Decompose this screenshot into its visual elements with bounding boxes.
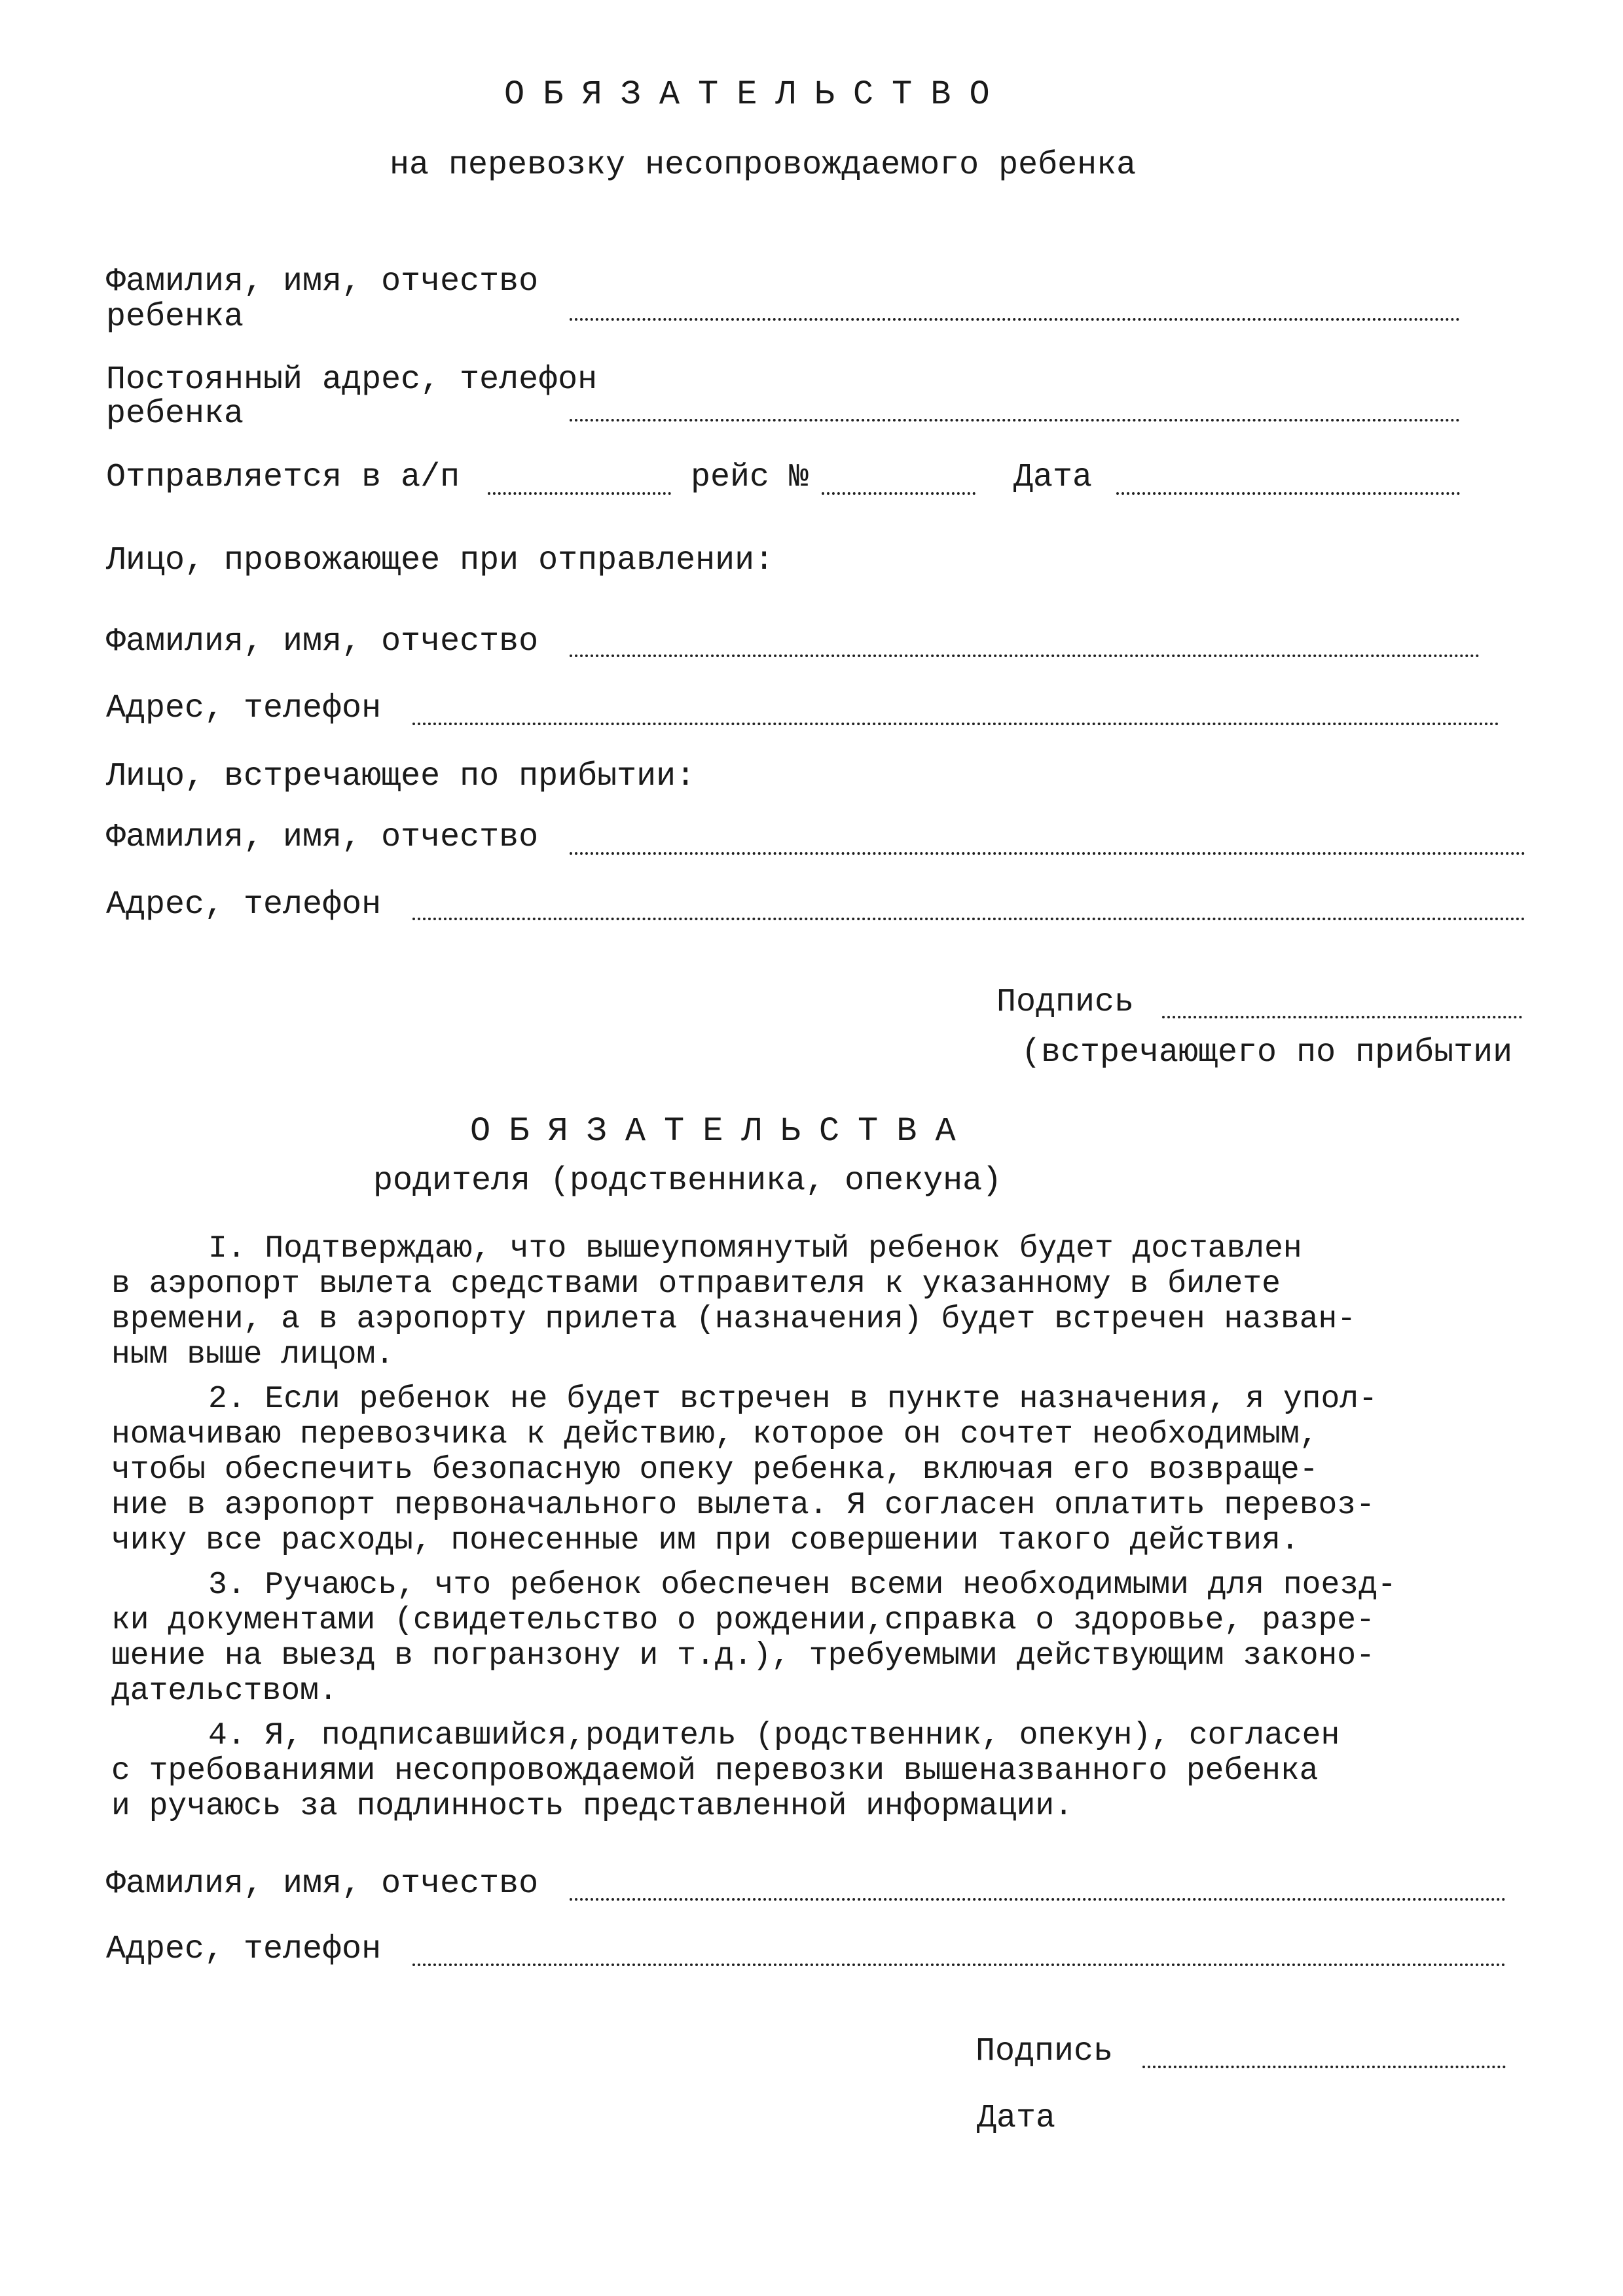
meeting-name-label: Фамилия, имя, отчество — [106, 819, 539, 856]
parent-signature-field[interactable] — [1142, 2066, 1506, 2068]
child-address-label: Постоянный адрес, телефон — [106, 361, 598, 399]
obligations-title: ОБЯЗАТЕЛЬСТВА — [470, 1112, 974, 1151]
seeing-off-address-label: Адрес, телефон — [106, 690, 382, 727]
child-address-label-2: ребенка — [106, 395, 244, 433]
obligations-subtitle: родителя (родственника, опекуна) — [373, 1162, 1002, 1200]
obligation-4-line-1: 4. Я, подписавшийся,родитель (родственник, опекун), согласен — [208, 1718, 1340, 1753]
obligation-2-line-3: чтобы обеспечить безопасную опеку ребенка, включая его возвраще- — [111, 1452, 1319, 1488]
meeting-address-label: Адрес, телефон — [106, 886, 382, 924]
parent-name-label: Фамилия, имя, отчество — [106, 1865, 539, 1903]
child-address-field[interactable] — [570, 419, 1460, 422]
meeting-signature-note: (встречающего по прибытии — [1021, 1034, 1513, 1071]
departs-label: Отправляется в а/п — [106, 459, 460, 496]
obligation-1-line-4: ным выше лицом. — [111, 1337, 395, 1372]
obligation-2-line-2: номачиваю перевозчика к действию, которое он сочтет необходимым, — [111, 1417, 1319, 1452]
meeting-address-field[interactable] — [412, 918, 1525, 920]
seeing-off-name-label: Фамилия, имя, отчество — [106, 623, 539, 660]
airport-field[interactable] — [488, 492, 671, 495]
flight-label: рейс № — [691, 459, 809, 496]
obligation-3-line-1: 3. Ручаюсь, что ребенок обеспечен всеми необходимыми для поезд- — [208, 1568, 1396, 1603]
child-name-label: Фамилия, имя, отчество — [106, 263, 539, 300]
obligation-2-line-1: 2. Если ребенок не будет встречен в пункте назначения, я упол- — [208, 1382, 1377, 1417]
obligation-2-line-4: ние в аэропорт первоначального вылета. Я согласен оплатить перевоз- — [111, 1488, 1375, 1523]
parent-address-label: Адрес, телефон — [106, 1931, 382, 1968]
obligation-3-line-4: дательством. — [111, 1674, 338, 1709]
obligation-1-line-1: I. Подтверждаю, что вышеупомянутый ребенок будет доставлен — [208, 1231, 1302, 1266]
child-name-label-2: ребенка — [106, 298, 244, 336]
child-name-field[interactable] — [570, 318, 1460, 321]
parent-name-field[interactable] — [570, 1898, 1506, 1901]
obligation-1-line-2: в аэропорт вылета средствами отправителя к указанному в билете — [111, 1266, 1281, 1302]
obligation-2-line-5: чику все расходы, понесенные им при совершении такого действия. — [111, 1523, 1300, 1558]
obligation-4-line-2: с требованиями несопровождаемой перевозки вышеназванного ребенка — [111, 1753, 1319, 1789]
flight-date-field[interactable] — [1116, 492, 1460, 495]
parent-signature-label: Подпись — [976, 2033, 1114, 2070]
obligation-3-line-2: ки документами (свидетельство о рождении,справка о здоровье, разре- — [111, 1603, 1375, 1638]
obligation-1-line-3: времени, а в аэропорту прилета (назначения) будет встречен назван- — [111, 1302, 1357, 1337]
obligation-4-line-3: и ручаюсь за подлинность представленной информации. — [111, 1789, 1074, 1824]
seeing-off-name-field[interactable] — [570, 655, 1480, 657]
parent-date-label: Дата — [977, 2100, 1056, 2137]
meeting-signature-field[interactable] — [1162, 1016, 1522, 1018]
meeting-heading: Лицо, встречающее по прибытии: — [106, 758, 696, 795]
meeting-name-field[interactable] — [570, 852, 1525, 855]
document-subtitle: на перевозку несопровождаемого ребенка — [390, 147, 1137, 184]
obligation-3-line-3: шение на выезд в погранзону и т.д.), требуемыми действующим законо- — [111, 1638, 1375, 1674]
meeting-signature-label: Подпись — [996, 984, 1135, 1021]
flight-date-label: Дата — [1013, 459, 1093, 496]
document-title: ОБЯЗАТЕЛЬСТВО — [504, 75, 1008, 114]
flight-number-field[interactable] — [822, 492, 976, 495]
seeing-off-address-field[interactable] — [412, 723, 1499, 725]
seeing-off-heading: Лицо, провожающее при отправлении: — [106, 542, 775, 579]
parent-address-field[interactable] — [412, 1964, 1506, 1966]
